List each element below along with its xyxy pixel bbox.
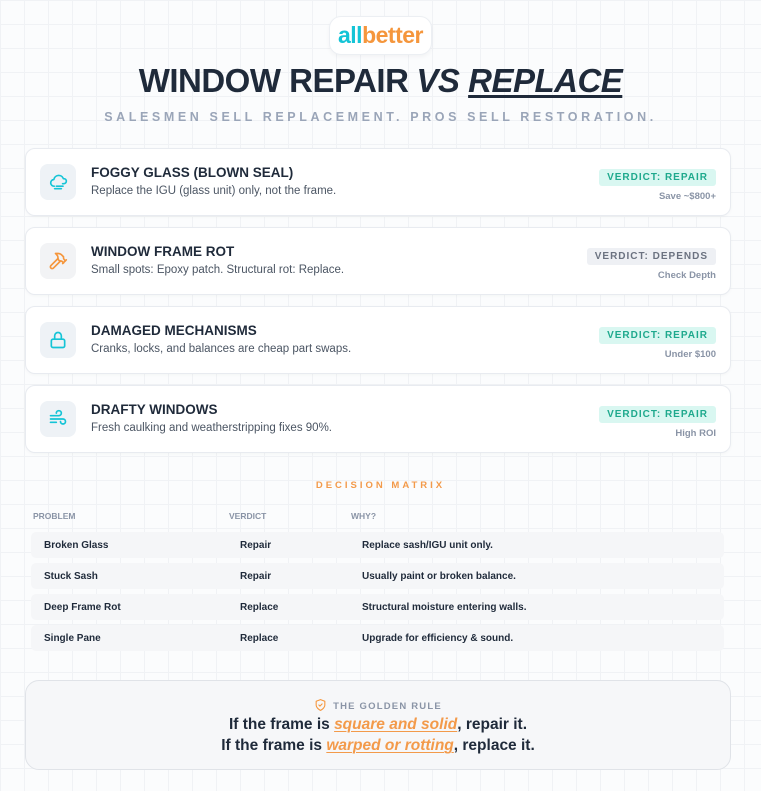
cell-verdict: Repair <box>240 571 272 582</box>
title-main: WINDOW REPAIR <box>138 62 409 99</box>
verdict-note: High ROI <box>675 428 716 439</box>
verdict-note: Save ~$800+ <box>658 191 716 202</box>
verdict-badge: VERDICT: REPAIR <box>599 406 716 423</box>
cloud-icon <box>40 164 76 200</box>
cell-verdict: Repair <box>240 540 272 551</box>
hammer-icon <box>40 243 76 279</box>
matrix-header-problem: PROBLEM <box>33 511 76 521</box>
verdict-note: Check Depth <box>657 270 716 281</box>
brand-logo: allbetter <box>329 16 432 55</box>
table-row <box>31 563 724 589</box>
table-row <box>31 594 724 620</box>
logo-wrapper <box>0 16 761 55</box>
table-row <box>31 625 724 651</box>
matrix-title: DECISION MATRIX <box>315 480 446 491</box>
cell-why: Usually paint or broken balance. <box>362 571 516 582</box>
lock-icon <box>40 322 76 358</box>
card-description: Fresh caulking and weatherstripping fixes 90%. <box>91 422 332 434</box>
shield-icon <box>314 698 327 712</box>
cell-why: Structural moisture entering walls. <box>362 602 527 613</box>
wind-icon <box>40 401 76 437</box>
card-description: Small spots: Epoxy patch. Structural rot: Replace. <box>91 264 345 276</box>
golden-rule-line-1: If the frame is square and solid, repair it. <box>228 716 528 733</box>
cell-problem: Deep Frame Rot <box>44 602 121 613</box>
verdict-note: Under $100 <box>664 349 716 360</box>
card-frame-rot <box>25 227 731 295</box>
page-subtitle: SALESMEN SELL REPLACEMENT. PROS SELL RESTORATION. <box>104 110 657 124</box>
title-replace: REPLACE <box>468 62 623 99</box>
cell-problem: Stuck Sash <box>44 571 98 582</box>
cell-problem: Single Pane <box>44 633 101 644</box>
cell-verdict: Replace <box>240 633 279 644</box>
card-foggy-glass <box>25 148 731 216</box>
matrix-header-why: WHY? <box>351 511 377 521</box>
golden-rule-line-2: If the frame is warped or rotting, replace it. <box>221 737 535 754</box>
card-description: Cranks, locks, and balances are cheap part swaps. <box>91 343 352 355</box>
card-description: Replace the IGU (glass unit) only, not the frame. <box>91 185 337 197</box>
cell-why: Upgrade for efficiency & sound. <box>362 633 514 644</box>
card-title: WINDOW FRAME ROT <box>91 244 235 259</box>
title-vs: VS <box>416 62 460 99</box>
cell-why: Replace sash/IGU unit only. <box>362 540 493 551</box>
verdict-badge: VERDICT: REPAIR <box>599 169 716 186</box>
cell-verdict: Replace <box>240 602 279 613</box>
card-drafty-windows <box>25 385 731 453</box>
matrix-header-verdict: VERDICT <box>229 511 267 521</box>
verdict-badge: VERDICT: REPAIR <box>599 327 716 344</box>
golden-rule-heading: THE GOLDEN RULE <box>26 698 730 712</box>
table-row <box>31 532 724 558</box>
card-damaged-mechanisms <box>25 306 731 374</box>
card-title: DRAFTY WINDOWS <box>91 402 218 417</box>
golden-rule-box <box>25 680 731 770</box>
card-title: FOGGY GLASS (BLOWN SEAL) <box>91 165 294 180</box>
cell-problem: Broken Glass <box>44 540 109 551</box>
verdict-badge: VERDICT: DEPENDS <box>587 248 716 265</box>
card-title: DAMAGED MECHANISMS <box>91 323 257 338</box>
page-title <box>0 62 761 100</box>
